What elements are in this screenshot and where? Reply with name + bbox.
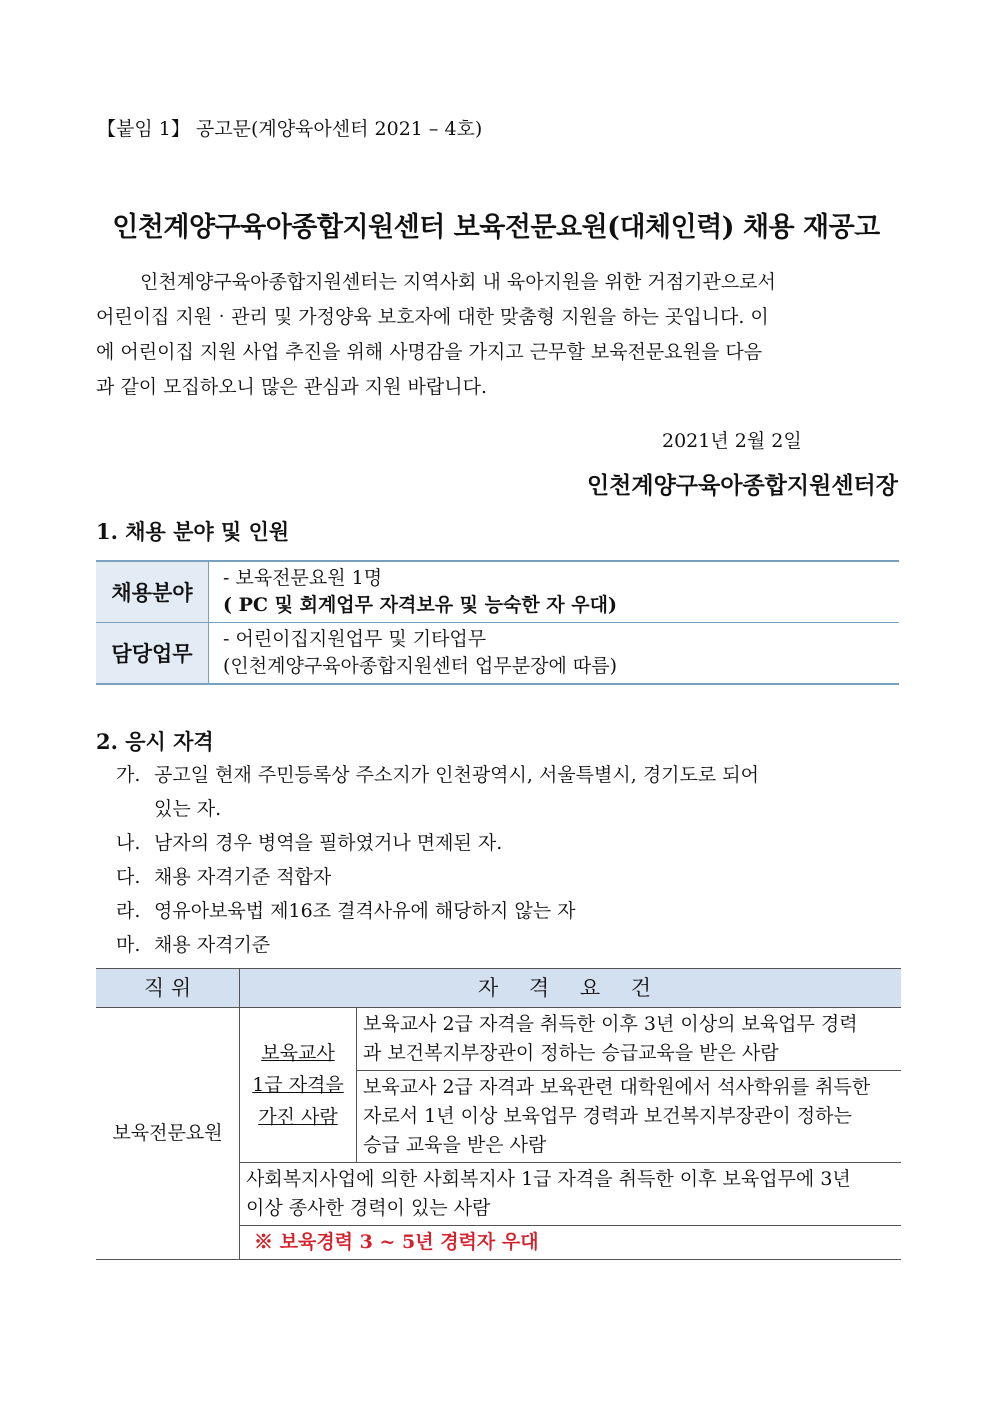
- group-label-line: 1급 자격을: [252, 1074, 344, 1096]
- qualification-table: [96, 968, 901, 1260]
- item-text-cont: 있는 자.: [154, 798, 222, 820]
- table-row: [96, 1008, 901, 1071]
- item-text-block: [154, 758, 896, 826]
- list-item: [116, 894, 896, 928]
- attachment-label: 【붙임 1】 공고문(계양육아센터 2021 – 4호): [97, 118, 483, 140]
- requirement-line: 이상 종사한 경력이 있는 사람: [246, 1197, 491, 1219]
- list-item: [116, 928, 896, 962]
- row-label: 채용분야: [96, 561, 209, 623]
- intro-line: 에 어린이집 지원 사업 추진을 위해 사명감을 가지고 근무할 보육전문요원을 다음: [96, 341, 763, 363]
- group-label-line: 가진 사람: [258, 1106, 338, 1128]
- table-row: [96, 623, 899, 685]
- document-title: 인천계양구육아종합지원센터 보육전문요원(대체인력) 채용 재공고: [112, 212, 880, 243]
- requirement-cell: [357, 1071, 902, 1163]
- item-marker: 라.: [116, 900, 141, 922]
- row-value: [209, 561, 900, 623]
- item-marker: 가.: [116, 764, 141, 786]
- intro-paragraph: [96, 265, 898, 405]
- preference-note: ※ 보육경력 3 ~ 5년 경력자 우대: [254, 1231, 539, 1253]
- item-text: 공고일 현재 주민등록상 주소지가 인천광역시, 서울특별시, 경기도로 되어: [154, 764, 759, 786]
- column-header-position: 직 위: [96, 969, 240, 1008]
- row-value-line: - 보육전문요원 1명: [223, 567, 383, 589]
- intro-line: 인천계양구육아종합지원센터는 지역사회 내 육아지원을 위한 거점기관으로서: [140, 271, 776, 293]
- requirement-line: 보육교사 2급 자격을 취득한 이후 3년 이상의 보육업무 경력: [363, 1013, 858, 1035]
- row-label: 담당업무: [96, 623, 209, 685]
- position-cell: 보육전문요원: [96, 1008, 240, 1260]
- column-header-requirements: [240, 969, 902, 1008]
- table-row: [96, 561, 899, 623]
- row-value-line: (인천계양구육아종합지원센터 업무분장에 따름): [223, 655, 617, 677]
- intro-line: 과 같이 모집하오니 많은 관심과 지원 바랍니다.: [96, 376, 488, 398]
- item-text: 채용 자격기준: [154, 934, 271, 956]
- section2-heading: 2. 응시 자격: [96, 729, 214, 754]
- requirement-line: 사회복지사업에 의한 사회복지사 1급 자격을 취득한 이후 보육업무에 3년: [246, 1168, 851, 1190]
- item-marker: 마.: [116, 934, 141, 956]
- group-label-line: 보육교사: [261, 1042, 335, 1064]
- intro-line: 어린이집 지원‧관리 및 가정양육 보호자에 대한 맞춤형 지원을 하는 곳입니다. 이: [96, 306, 769, 328]
- recruitment-table: [96, 560, 899, 685]
- requirement-cell: [240, 1163, 902, 1226]
- column-header-requirements-text: 자 격 요 건: [477, 975, 664, 1000]
- requirement-line: 자로서 1년 이상 보육업무 경력과 보건복지부장관이 정하는: [363, 1105, 852, 1127]
- requirement-line: 과 보건복지부장관이 정하는 승급교육을 받은 사람: [363, 1042, 779, 1064]
- requirement-cell: [357, 1008, 902, 1071]
- qualification-list: [116, 758, 896, 962]
- row-value-line: ( PC 및 회계업무 자격보유 및 능숙한 자 우대): [223, 594, 617, 616]
- requirement-line: 승급 교육을 받은 사람: [363, 1134, 547, 1156]
- list-item: [116, 860, 896, 894]
- item-marker: 다.: [116, 866, 141, 888]
- list-item: [116, 826, 896, 860]
- item-marker: 나.: [116, 832, 141, 854]
- requirement-line: 보육교사 2급 자격과 보육관련 대학원에서 석사학위를 취득한: [363, 1076, 871, 1098]
- row-value-line: - 어린이집지원업무 및 기타업무: [223, 628, 487, 650]
- item-text: 남자의 경우 병역을 필하였거나 면제된 자.: [154, 832, 503, 854]
- row-value: [209, 623, 900, 685]
- table-header-row: [96, 969, 901, 1008]
- notice-date: 2021년 2월 2일: [662, 430, 802, 452]
- group-cell: [240, 1008, 357, 1163]
- section1-heading: 1. 채용 분야 및 인원: [96, 519, 290, 544]
- list-item: [116, 758, 896, 826]
- signature: 인천계양구육아종합지원센터장: [586, 472, 898, 499]
- item-text: 채용 자격기준 적합자: [154, 866, 332, 888]
- item-text: 영유아보육법 제16조 결격사유에 해당하지 않는 자: [154, 900, 576, 922]
